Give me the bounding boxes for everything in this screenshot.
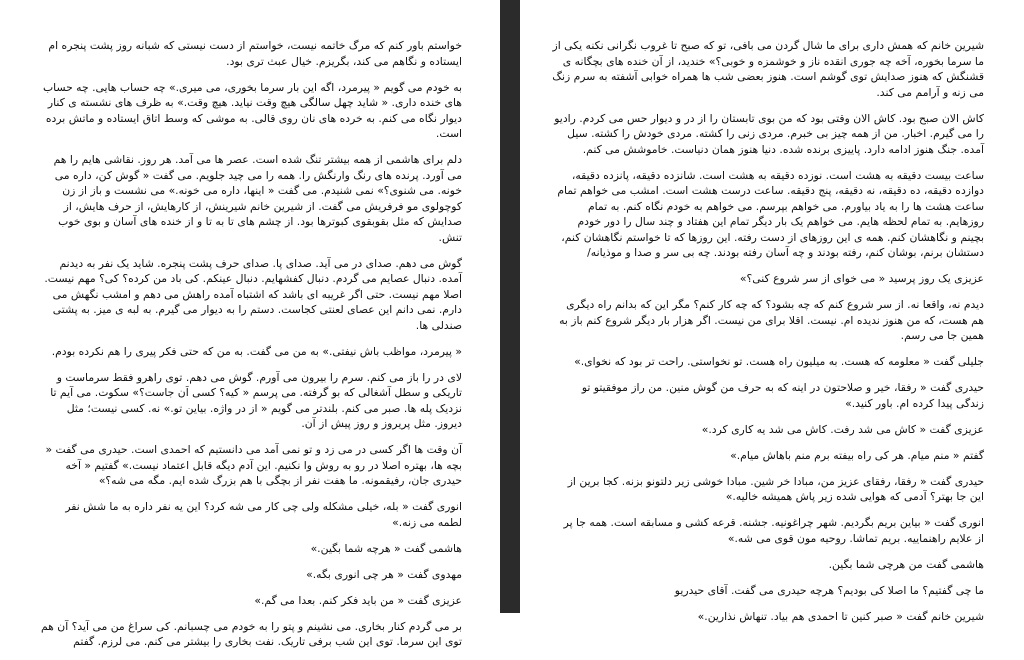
paragraph: دلم برای هاشمی از همه بیشتر تنگ شده است. عصر ها می آمد. هر روز. نقاشی هایم را هم می آورد. پرنده های رنگ وارنگش را. همه را می چید جلویم. می گفت « گوش کن، داره می خونه. می شنوی؟» نمی شنیدم. می گفت « اینها، داره می خونه.» می نشست و باز از زن کوچولوی مو فرفریش می گفت. از شیرین خانم شیرینش، از کارهایش، از حرف هایش، از صدایش که مثل بقوبقوی کبوترها بود. از چشم های تا به تا و از خنده های آسان و بوی خوب تنش. — [53, 153, 462, 244]
paragraph: انوری گفت « بیاین بریم بگردیم. شهر چراغونیه. جشنه. قرعه کشی و مسابقه است. همه جا پر از علایم راهنماییه. بریم تماشا. روحیه مون قوی می شه.» — [563, 516, 984, 545]
paragraph: عزیزی یک روز پرسید « می خوای از سر شروع کنی؟» — [739, 272, 984, 285]
paragraph: بر می گردم کنار بخاری. می نشینم و پتو را به خودم می چسبانم. کی سراغ من می آید؟ آن هم توی این سرما. توی این شب برفی تاریک. نفت بخاری را بیشتر می کنم. می لرزم. گفتم — [40, 619, 462, 648]
paragraph: حیدری گفت « رفقا، خیر و صلاحتون در اینه که به حرف من گوش منین. من راز موفقیتو تو زندگی پیدا کرده ام. باور کنید.» — [581, 381, 984, 410]
paragraph: جلیلی گفت « معلومه که هست. به میلیون راه هست. تو نخواستی. راحت تر بود که نخوای.» — [574, 355, 984, 368]
paragraph: گفتم « منم میام. هر کی راه بیفته برم منم باهاش میام.» — [730, 448, 984, 462]
paragraph: انوری گفت « بله، خیلی مشکله ولی چی کار می شه کرد؟ این یه نفر داره به ما شش نفر لطمه می زنه.» — [65, 500, 462, 529]
paragraph: شیرین خانم که همش داری برای ما شال گردن می بافی، تو که صبح تا غروب نگرانی نکنه یکی از ما سرما بخوره، آخه چه جوری انقده ناز و خوشمزه و خوبی؟» خندید، از آن خنده های بچگانه ی قشنگش که هنوز صدایش توی گوشم است. هنوز بعضی شب ها همراه خوابی آشفته به سرم زنگ می زنه و آرامم می کند. — [552, 39, 984, 99]
paragraph: « پیرمرد، مواظب باش نیفتی.» به من می گفت. به من که حتی فکر پیری را هم نکرده بودم. — [51, 344, 462, 358]
paragraph: به خودم می گویم « پیرمرد، اگه این بار سرما بخوری، می میری.» چه حساب هایی. چه حساب های خنده داری. « شاید چهل سالگی هیچ وقت نیاید. هیچ وقت.» به ظرف های نشسته ی کنار دیوار نگاه می کنم. به خرده های نان روی قالی. به موشی که وسط اتاق ایستاده و ماتش برده است. — [42, 80, 462, 140]
paragraph: خواستم باور کنم که مرگ خاتمه نیست، خواستم از دست نیستی که شبانه روز پشت پنجره ام ایستاده و نگاهم می کند، بگریزم. خیال عبث تری بود. — [48, 39, 462, 68]
paragraph: کاش الان صبح بود. کاش الان وقتی بود که من بوی تابستان را از در و دیوار حس می کردم. رادیو را می گیرم. اخبار. من از همه چیز بی خبرم. مردی زنی را کشته. مردی خودش را کشته. سیل آمده. جنگ هنوز ادامه دارد. پاییزی برنده شده. دنیا هنوز همان دنیاست. خاموشش می کنم. — [554, 111, 984, 156]
paragraph: حیدری گفت « رفقا، رفقای عزیز من، مبادا خر شین. مبادا خوشی زیر دلتونو بزنه. کجا برین از این جا بهتر؟ آدمی که هوایی شده زیر پاش همیشه خالیه.» — [567, 474, 984, 503]
left-page-text — [40, 38, 462, 660]
paragraph: ما چی گفتیم؟ ما اصلا کی بودیم؟ هرچه حیدری می گفت. آقای حیدریو — [674, 583, 984, 597]
page-gutter — [500, 0, 520, 613]
paragraph: آن وقت ها اگر کسی در می زد و تو نمی آمد می دانستیم که احمدی است. حیدری می گفت « بچه ها، بهتره اصلا در رو به روش وا نکنیم. این آدم دیگه قابل اعتماد نیست.» گفتیم « آخه حیدری جان، رفیقمونه. ما هفت نفر از بچگی با هم بزرگ شده ایم. مگه می شه؟» — [45, 443, 462, 487]
paragraph: دیدم نه، واقعا نه. از سر شروع کنم که چه بشود؟ که چه کار کنم؟ مگر این که بدانم راه دیگری هم هست، که من هنوز ندیده ام. نیست. اقلا برای من نیست. اگر هزار بار دیگر شروع کنم باز به همین جا می رسم. — [559, 298, 984, 342]
paragraph: مهدوی گفت « هر چی انوری بگه.» — [306, 567, 462, 581]
paragraph: گوش می دهم. صدای در می آید. صدای پا. صدای حرف پشت پنجره. شاید یک نفر به دیدنم آمده. دنبال عصایم می گردم. دنبال کفشهایم. دنبال عینکم. کی باد من کرده؟ کی؟ مهم نیست. اصلا مهم نیست. حتی اگر غریبه ای باشد که اشتباه آمده راهش می دهم و امشب نگهش می دارم. نمی دانم این عصای لعنتی کجاست. دستم را به دیوار می گیرم. به لبه ی میز. به پشتی صندلی ها. — [44, 256, 462, 332]
paragraph: عزیزی گفت « کاش می شد رفت. کاش می شد یه کاری کرد.» — [701, 422, 984, 436]
paragraph: هاشمی گفت « هرچه شما بگین.» — [310, 541, 462, 555]
paragraph: هاشمی گفت من هرچی شما بگین. — [828, 557, 984, 571]
paragraph: عزیزی گفت « من باید فکر کنم. بعدا می گم.» — [254, 593, 462, 607]
right-page — [520, 0, 1024, 623]
right-page-text — [552, 38, 984, 635]
paragraph: لای در را باز می کنم. سرم را بیرون می آورم. گوش می دهم. توی راهرو فقط سرماست و تاریکی و سطل آشغالی که بو گرفته. می پرسم « کیه؟ کسی اَن جاست؟» سکوت. می آیم تا نزدیک پله ها. صبر می کنم. بلندتر می گویم « از در واژه. بیاین تو.» نه. کسی نیست؛ مثل دیروز. مثل پریروز و روز پیش از آن. — [50, 370, 462, 430]
paragraph: شیرین خانم گفت « صبر کنین تا احمدی هم بیاد. تنهاش نذارین.» — [697, 609, 984, 623]
paragraph: ساعت بیست دقیقه به هشت است. نوزده دقیقه به هشت است. شانزده دقیقه، پانزده دقیقه، دوازده دقیقه، ده دقیقه، نه دقیقه، پنج دقیقه. ساعت درست هشت است. امشب می خواهم تمام ساعت هشت ها را به یاد بیاورم. می خواهم بپرسم. می خواهم به خودم نگاه کنم. به تمام روزهایم. به تمام لحظه هایم. می خواهم یک بار دیگر تمام این هفتاد و چند سال را دور خودم بچینم و نگاهشان کنم. همه ی این روزهای از دست رفته. این روزها که تا خواستم نگاهشان کنم، دستشان برنم، بوشان کنم، رفته بودند و چه آسان رفته بودند. چه بی سر و صدا و موذیانه/ — [557, 168, 984, 259]
left-page — [0, 0, 500, 648]
